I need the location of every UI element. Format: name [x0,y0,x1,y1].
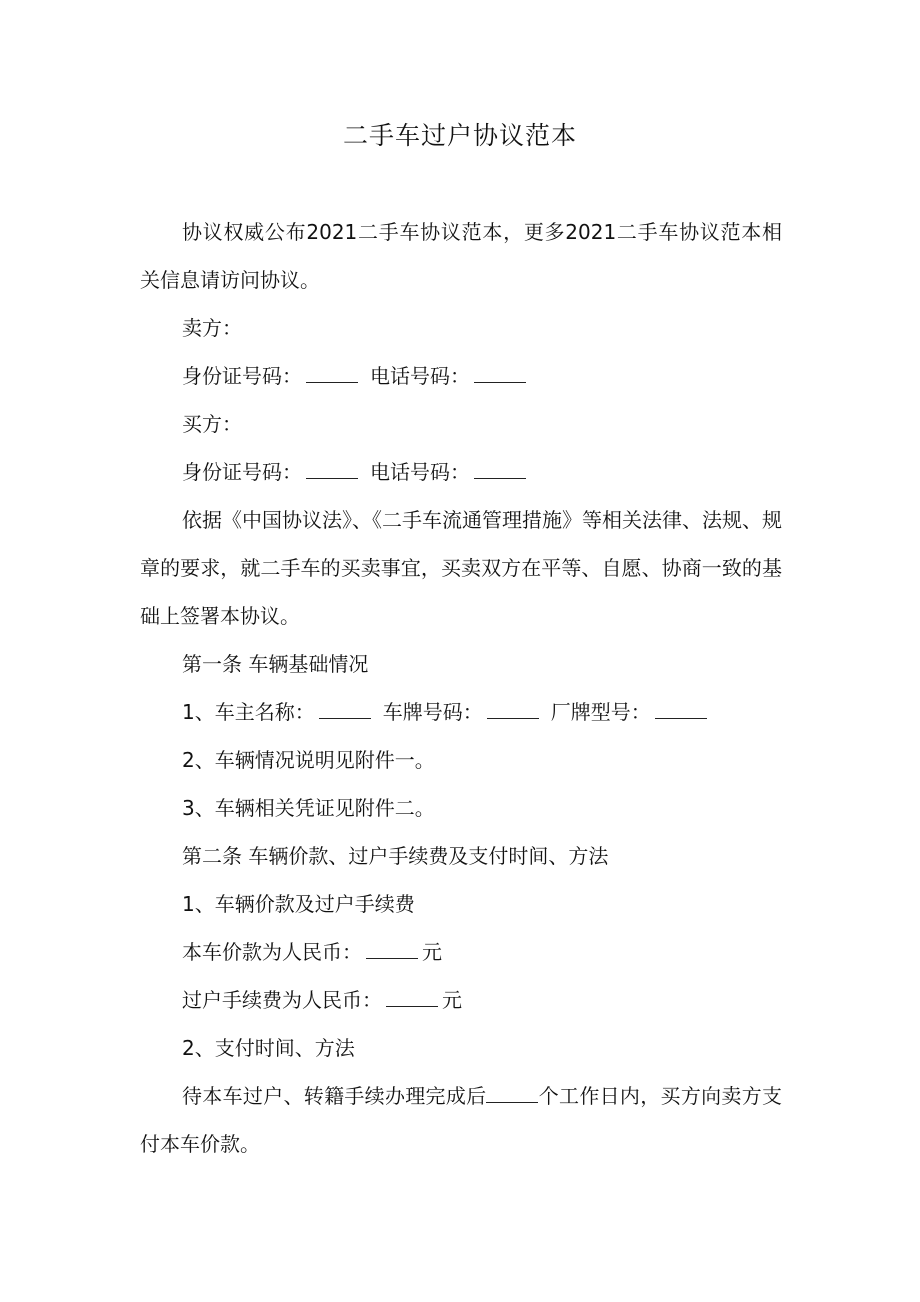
seller-label: 卖方： [182,316,242,340]
article1-item2: 2、车辆情况说明见附件一。 [182,748,435,772]
buyer-label: 买方： [182,412,242,436]
article1-item3: 3、车辆相关凭证见附件二。 [182,796,435,820]
buyer-info-line [182,448,530,496]
payment-days-blank [486,1084,538,1103]
buyer-id-blank [306,460,358,479]
plate-number-blank [487,700,539,719]
fee-label: 过户手续费为人民币： [182,988,382,1012]
price-line [182,928,442,976]
seller-info-line [182,352,530,400]
buyer-phone-blank [474,460,526,479]
article2-heading: 第二条 车辆价款、过户手续费及支付时间、方法 [182,844,609,868]
price-blank [366,940,418,959]
buyer-id-label: 身份证号码： [182,460,302,484]
fee-line [182,976,462,1024]
price-unit: 元 [422,940,442,964]
model-label: 厂牌型号： [550,700,651,724]
document-title: 二手车过户协议范本 [342,121,577,150]
article1-item1-line [182,688,711,736]
buyer-phone-label: 电话号码： [370,460,470,484]
article2-item2: 2、支付时间、方法 [182,1036,355,1060]
seller-id-blank [306,364,358,383]
seller-phone-label: 电话号码： [370,364,470,388]
seller-id-label: 身份证号码： [182,364,302,388]
owner-name-label: 1、车主名称： [182,700,315,724]
model-blank [655,700,707,719]
intro-paragraph: 协议权威公布2021二手车协议范本，更多2021二手车协议范本相关信息请访问协议。 [140,220,782,292]
article2-item1: 1、车辆价款及过户手续费 [182,892,415,916]
owner-name-blank [319,700,371,719]
seller-phone-blank [474,364,526,383]
price-label: 本车价款为人民币： [182,940,362,964]
basis-paragraph: 依据《中国协议法》、《二手车流通管理措施》等相关法律、法规、规章的要求，就二手车的买卖事宜，买卖双方在平等、自愿、协商一致的基础上签署本协议。 [140,508,782,628]
payment-paragraph [140,1072,782,1168]
payment-prefix: 待本车过户、转籍手续办理完成后 [182,1084,487,1108]
article1-heading: 第一条 车辆基础情况 [182,652,369,676]
fee-unit: 元 [442,988,462,1012]
plate-number-label: 车牌号码： [382,700,483,724]
payment-suffix: 个工作日内，买方向卖方支付本车价款。 [140,1084,783,1156]
fee-blank [386,988,438,1007]
